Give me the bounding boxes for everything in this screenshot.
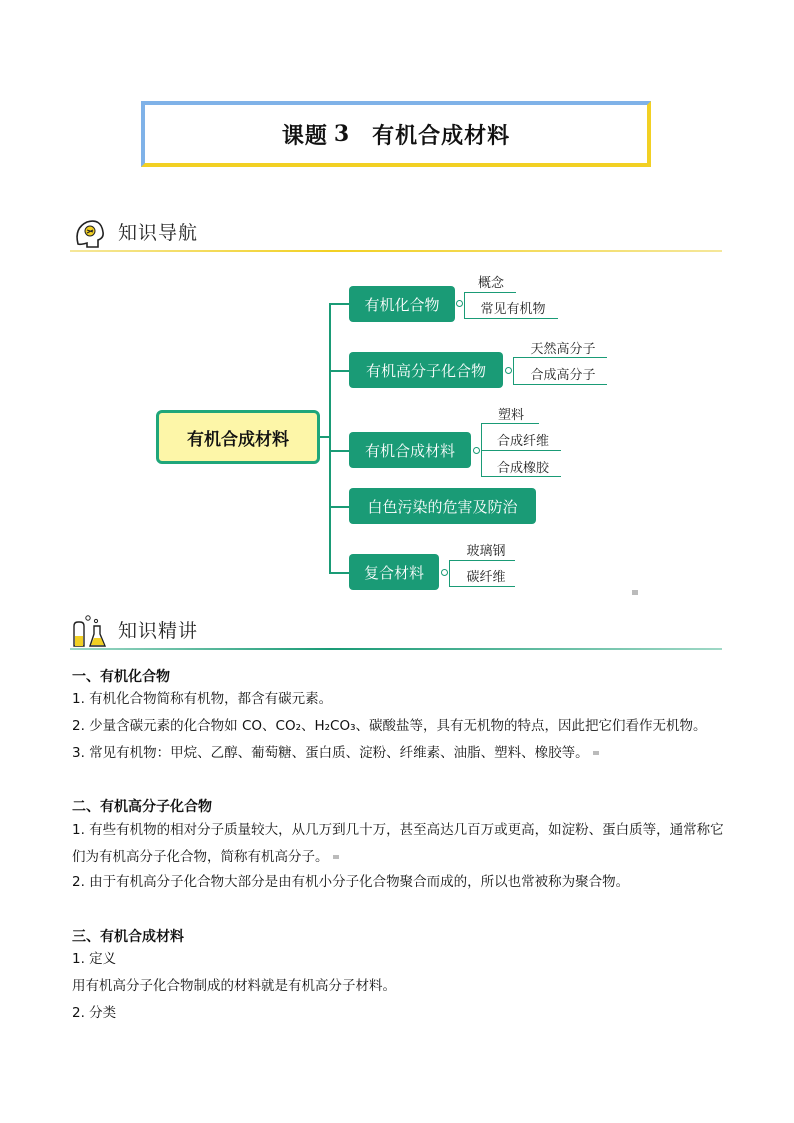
detail-section-header [70,612,722,648]
anchor-mark [593,751,599,755]
joint-circle [456,300,463,307]
paragraph [72,740,724,767]
divider [70,648,722,650]
branch-node-polymer: 有机高分子化合物 [349,352,503,388]
leaf-bracket [464,293,465,319]
page-title: 有机合成材料 [372,122,511,149]
head-lightbulb-icon [70,214,108,252]
mindmap-root-node: 有机合成材料 [156,410,320,464]
paragraph: 2. 由于有机高分子化合物大部分是由有机小分子化合物聚合而成的，所以也常被称为聚合物。 [72,874,630,890]
section-heading: 三、有机合成材料 [72,929,184,945]
leaf-bracket [449,561,450,587]
branch-connector [329,450,349,452]
detail-section-title: 知识精讲 [118,620,199,642]
paragraph-text: 3. 常见有机物：甲烷、乙醇、葡萄糖、蛋白质、淀粉、纤维素、油脂、塑料、橡胶等。 [72,745,589,761]
paragraph: 1. 有机化合物简称有机物，都含有碳元素。 [72,691,333,707]
paragraph: 用有机高分子化合物制成的材料就是有机高分子材料。 [72,978,396,994]
branch-connector [329,506,349,508]
nav-section-header [70,214,722,250]
leaf-underline [513,384,607,385]
leaf-natural-polymer: 天然高分子 [530,342,596,357]
joint-circle [505,367,512,374]
leaf-common-organics: 常见有机物 [480,302,546,317]
section-heading: 一、有机化合物 [72,669,170,685]
branch-connector [329,572,349,574]
leaf-synthetic-polymer: 合成高分子 [530,368,596,383]
leaf-synthetic-rubber: 合成橡胶 [496,461,549,476]
leaf-underline [481,476,561,477]
leaf-underline [464,292,516,293]
leaf-synthetic-fiber: 合成纤维 [496,434,549,449]
divider [70,250,722,252]
leaf-underline [513,357,607,358]
section-heading: 二、有机高分子化合物 [72,799,212,815]
anchor-mark [333,855,339,859]
leaf-bracket [513,358,514,384]
branch-connector [329,303,349,305]
branch-connector [329,370,349,372]
anchor-mark [632,590,638,595]
branch-node-organic-compound: 有机化合物 [349,286,455,322]
leaf-underline [449,560,515,561]
paragraph: 2. 少量含碳元素的化合物如 CO、CO₂、H₂CO₃、碳酸盐等，具有无机物的特点，因此把它们看作无机物。 [72,718,707,734]
branch-node-composite: 复合材料 [349,554,439,590]
leaf-underline [481,423,539,424]
title-box [141,101,651,167]
nav-section-title: 知识导航 [118,222,199,244]
branch-spine [329,304,331,574]
paragraph: 2. 分类 [72,1005,117,1021]
branch-node-synthetic-material: 有机合成材料 [349,432,471,468]
branch-node-white-pollution: 白色污染的危害及防治 [349,488,536,524]
paragraph: 1. 定义 [72,951,117,967]
joint-circle [441,569,448,576]
lesson-number: 3 [333,121,351,147]
paragraph-text: 1. 有些有机物的相对分子质量较大，从几万到几十万，甚至高达几百万或更高，如淀粉、蛋白质等，通常称它们为有机高分子化合物，简称有机高分子。 [72,822,724,865]
lesson-label: 课题 [281,122,328,149]
lab-flask-icon [70,612,108,650]
joint-circle [473,447,480,454]
leaf-underline [481,450,561,451]
leaf-underline [464,318,558,319]
leaf-concept: 概念 [477,276,504,291]
leaf-carbon-fiber: 碳纤维 [466,570,506,585]
leaf-underline [449,586,515,587]
paragraph [72,817,724,871]
leaf-plastic: 塑料 [497,408,524,423]
leaf-fiberglass: 玻璃钢 [466,544,506,559]
